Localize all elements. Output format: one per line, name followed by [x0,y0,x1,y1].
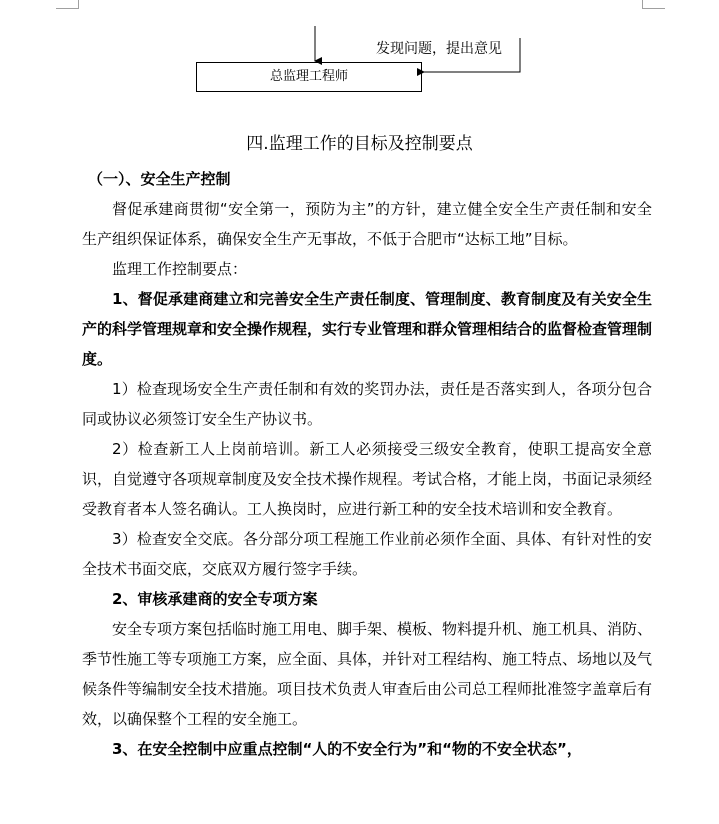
flowchart-fragment [0,0,719,110]
item2-title: 2、审核承建商的安全专项方案 [112,590,318,608]
item1-sub3: 3）检查安全交底。各分部分项工程施工作业前必须作全面、具体、有针对性的安全技术书面交底，交底双方履行签字手续。 [82,530,652,578]
chief-supervisor-label: 总监理工程师 [269,69,348,84]
points-label: 监理工作控制要点： [112,260,248,278]
intro-paragraph: 督促承建商贯彻“安全第一，预防为主”的方针，建立健全安全生产责任制和安全生产组织保证体系，确保安全生产无事故，不低于合肥市“达标工地”目标。 [82,200,652,248]
flowchart-connectors [0,0,719,110]
item3-title: 3、在安全控制中应重点控制“人的不安全行为”和“物的不安全状态”， [112,740,582,758]
section-title: （一）、安全生产控制 [88,170,231,188]
item1-title: 1、督促承建商建立和完善安全生产责任制度、管理制度、教育制度及有关安全生产的科学管理规章和安全操作规程，实行专业管理和群众管理相结合的监督检查管理制度。 [82,290,653,368]
item1-sub1: 1）检查现场安全生产责任制和有效的奖罚办法，责任是否落实到人，各项分包合同或协议必须签订安全生产协议书。 [82,380,652,428]
item2-body: 安全专项方案包括临时施工用电、脚手架、模板、物料提升机、施工机具、消防、季节性施工等专项施工方案，应全面、具体，并针对工程结构、施工特点、场地以及气候条件等编制安全技术措施。项目技术负责人审查后由公司总工程师批准签字盖章后有效，以确保整个工程的安全施工。 [82,620,653,728]
feedback-note: 发现问题，提出意见 [376,41,502,57]
chief-supervisor-box [196,62,422,92]
document-body [82,164,652,764]
item1-sub2: 2）检查新工人上岗前培训。新工人必须接受三级安全教育，使职工提高安全意识，自觉遵守各项规章制度及安全技术操作规程。考试合格，才能上岗，书面记录须经受教育者本人签名确认。工人换岗时，应进行新工种的安全技术培训和安全教育。 [82,440,653,518]
section-heading: 四.监理工作的目标及控制要点 [246,134,473,154]
